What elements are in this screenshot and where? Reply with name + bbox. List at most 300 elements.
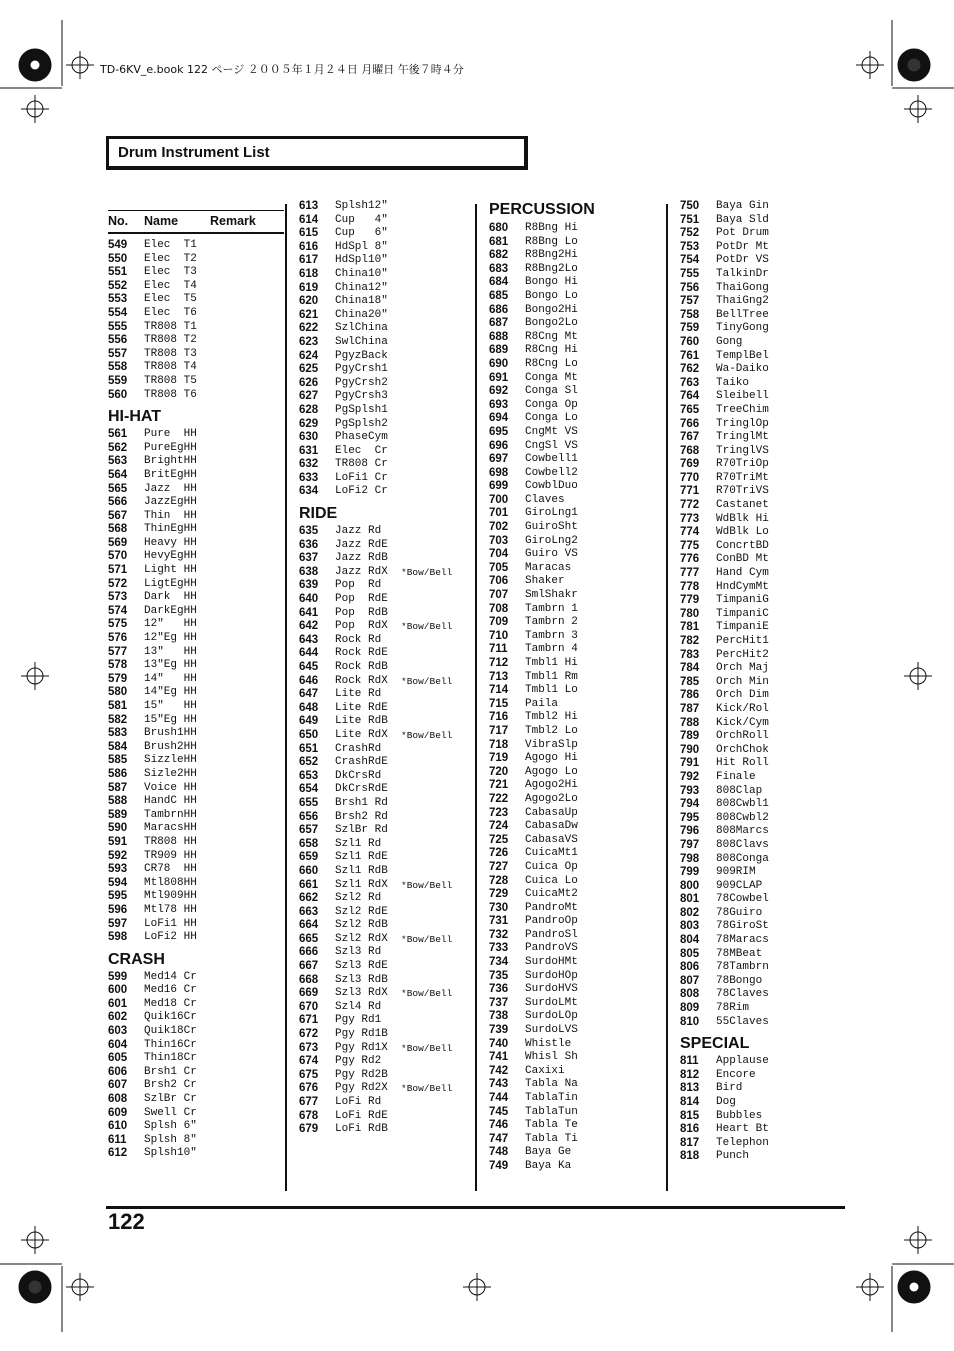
table-row (489, 1078, 661, 1092)
instrument-number: 795 (680, 811, 700, 824)
instrument-number: 746 (489, 1119, 509, 1132)
instrument-name: SmlShakr (525, 589, 578, 602)
instrument-number: 711 (489, 643, 508, 656)
instrument-number: 720 (489, 765, 509, 778)
instrument-name: Orch Dim (716, 689, 769, 702)
instrument-name: 808Cwbl1 (716, 798, 769, 811)
table-row (108, 1066, 278, 1080)
instrument-name: ThaiGong (716, 281, 769, 294)
table-row (299, 566, 471, 580)
instrument-group (299, 499, 471, 1137)
instrument-name: Elec T2 (144, 252, 197, 265)
instrument-number: 787 (680, 702, 700, 715)
table-row (108, 809, 278, 823)
instrument-number: 712 (489, 657, 509, 669)
table-row (108, 618, 278, 632)
instrument-name: Jazz RdB (335, 552, 388, 565)
instrument-name: BritEgHH (144, 468, 197, 481)
instrument-name: TR808 HH (144, 835, 197, 848)
table-row (680, 567, 850, 581)
table-row (108, 700, 278, 714)
instrument-number: 714 (489, 684, 509, 697)
instrument-number: 713 (489, 670, 509, 683)
instrument-name: TringlMt (716, 431, 769, 444)
table-row (489, 1051, 661, 1065)
instrument-number: 693 (489, 398, 509, 411)
instrument-number: 584 (108, 740, 128, 753)
instrument-name: Cowbell2 (525, 466, 578, 479)
instrument-name: Szl1 Rd (335, 837, 382, 850)
table-row (489, 1160, 661, 1174)
table-row (299, 987, 471, 1001)
table-row (299, 770, 471, 784)
instrument-number: 651 (299, 742, 319, 755)
table-row (680, 540, 850, 554)
instrument-name: Shaker (525, 575, 565, 588)
table-row (680, 309, 850, 323)
table-row (108, 483, 278, 497)
instrument-name: 78GiroSt (716, 920, 769, 933)
table-row (680, 853, 850, 867)
table-row (680, 458, 850, 472)
instrument-name: R8Bng2Hi (525, 249, 578, 262)
instrument-number: 725 (489, 833, 509, 846)
instrument-number: 557 (108, 347, 128, 360)
table-row (680, 1096, 850, 1110)
table-row (680, 907, 850, 921)
instrument-number: 687 (489, 317, 509, 330)
table-row (108, 673, 278, 687)
instrument-name: Taiko (716, 376, 750, 389)
instrument-number: 812 (680, 1068, 700, 1081)
table-row (489, 970, 661, 984)
instrument-number: 747 (489, 1132, 509, 1145)
instrument-number: 744 (489, 1092, 509, 1104)
instrument-number: 634 (299, 485, 319, 498)
instrument-name: Pop RdE (335, 593, 388, 606)
table-row (680, 948, 850, 962)
instrument-name: Tambrn 1 (525, 602, 578, 615)
table-row (489, 1038, 661, 1052)
table-row (299, 214, 471, 228)
instrument-remark: *Bow/Bell (401, 933, 453, 945)
instrument-name: Szl2 RdB (335, 919, 388, 932)
print-header: TD-6KV_e.book 122 ページ ２００５年１月２４日 月曜日 午後７時４分 (100, 63, 464, 76)
instrument-name: China18" (335, 295, 388, 308)
instrument-name: ConBD Mt (716, 553, 769, 566)
instrument-number: 598 (108, 931, 128, 944)
instrument-number: 555 (108, 320, 128, 333)
instrument-number: 717 (489, 724, 509, 737)
table-row (680, 717, 850, 731)
table-row (108, 1107, 278, 1121)
instrument-number: 793 (680, 784, 700, 797)
table-row (108, 1025, 278, 1039)
instrument-name: SzlChina (335, 322, 388, 335)
table-row (299, 254, 471, 268)
instrument-name: SwlChina (335, 335, 388, 348)
instrument-number: 685 (489, 289, 509, 302)
instrument-name: PandroVS (525, 942, 578, 955)
instrument-number: 581 (108, 700, 128, 712)
instrument-name: Agogo2Lo (525, 792, 578, 805)
instrument-number: 662 (299, 892, 319, 905)
table-row (299, 879, 471, 893)
table-row (489, 725, 661, 739)
instrument-name: Heavy HH (144, 536, 197, 549)
instrument-name: 78Maracs (716, 934, 769, 947)
instrument-number: 624 (299, 349, 319, 362)
table-row (108, 321, 278, 335)
table-row (489, 997, 661, 1011)
instrument-name: CabasaUp (525, 806, 578, 819)
table-row (680, 1150, 850, 1164)
table-row (489, 494, 661, 508)
instrument-name: Paila (525, 697, 559, 710)
instrument-name: Cup 6" (335, 227, 388, 240)
instrument-name: China12" (335, 281, 388, 294)
instrument-number: 628 (299, 403, 319, 416)
table-row (680, 961, 850, 975)
table-row (299, 620, 471, 634)
instrument-name: Maracas (525, 561, 572, 574)
instrument-name: Gong (716, 335, 743, 348)
table-row (299, 445, 471, 459)
instrument-number: 773 (680, 512, 700, 525)
instrument-name: Splsh12" (335, 200, 388, 212)
instrument-name: LoFi RdE (335, 1109, 388, 1122)
instrument-number: 678 (299, 1109, 319, 1122)
table-row (489, 467, 661, 481)
instrument-name: Cowbell1 (525, 453, 578, 466)
instrument-name: Heart Bt (716, 1123, 769, 1136)
table-row (489, 630, 661, 644)
table-row (680, 227, 850, 241)
table-row (489, 1092, 661, 1106)
instrument-number: 583 (108, 727, 128, 740)
instrument-name: 12"Eg HH (144, 632, 197, 645)
instrument-name: Hand Cym (716, 567, 769, 580)
table-row (489, 956, 661, 970)
table-row (299, 1096, 471, 1110)
instrument-name: R8Bng Lo (525, 235, 578, 248)
instrument-name: Bongo2Lo (525, 317, 578, 330)
table-row (680, 445, 850, 459)
table-row (299, 702, 471, 716)
table-row (299, 1110, 471, 1124)
table-row (680, 268, 850, 282)
instrument-number: 669 (299, 987, 319, 1000)
instrument-name: GiroLng1 (525, 507, 578, 520)
instrument-number: 674 (299, 1055, 319, 1068)
instrument-name: Lite RdX (335, 728, 388, 741)
instrument-number: 802 (680, 906, 700, 919)
table-row (680, 594, 850, 608)
instrument-name: PgSplsh2 (335, 417, 388, 430)
table-row (299, 1055, 471, 1069)
instrument-name: HdSpl 8" (335, 240, 388, 253)
instrument-number: 575 (108, 618, 128, 631)
instrument-number: 649 (299, 715, 319, 728)
instrument-number: 610 (108, 1120, 128, 1133)
instrument-number: 724 (489, 820, 509, 833)
instrument-name: Rock RdE (335, 647, 388, 660)
instrument-number: 745 (489, 1105, 509, 1118)
instrument-number: 586 (108, 767, 128, 780)
instrument-name: Sleibell (716, 390, 769, 403)
table-row (299, 960, 471, 974)
instrument-number: 623 (299, 335, 319, 348)
table-row (489, 671, 661, 685)
instrument-name: Elec T1 (144, 239, 197, 251)
instrument-name: SurdoLVS (525, 1024, 578, 1037)
table-header (108, 200, 278, 234)
table-row (489, 372, 661, 386)
instrument-number: 641 (299, 606, 319, 619)
table-row (680, 730, 850, 744)
table-row (299, 607, 471, 621)
instrument-name: Jazz HH (144, 482, 197, 495)
instrument-name: HndCymMt (716, 580, 769, 593)
table-row (680, 431, 850, 445)
instrument-name: CowblDuo (525, 480, 578, 493)
instrument-name: 78Tambrn (716, 961, 769, 974)
instrument-name: Szl4 Rd (335, 1000, 382, 1013)
instrument-number: 665 (299, 932, 319, 945)
column-divider (285, 204, 287, 1191)
instrument-number: 740 (489, 1037, 509, 1050)
table-row (680, 757, 850, 771)
instrument-number: 686 (489, 303, 509, 316)
table-row (489, 616, 661, 630)
table-row (680, 418, 850, 432)
instrument-number: 805 (680, 947, 700, 960)
table-row (299, 838, 471, 852)
column-2 (299, 200, 471, 1137)
instrument-number: 655 (299, 796, 319, 809)
instrument-number: 559 (108, 374, 128, 387)
instrument-number: 654 (299, 783, 319, 796)
table-row (299, 350, 471, 364)
instrument-name: TambrnHH (144, 808, 197, 821)
instrument-number: 772 (680, 499, 700, 512)
table-row (108, 904, 278, 918)
instrument-number: 816 (680, 1123, 700, 1136)
table-row (680, 282, 850, 296)
instrument-number: 630 (299, 431, 319, 444)
instrument-name: Elec Cr (335, 444, 388, 457)
instrument-name: Baya Ka (525, 1159, 572, 1172)
instrument-number: 599 (108, 970, 128, 983)
instrument-group (108, 239, 278, 402)
table-row (680, 1082, 850, 1096)
instrument-number: 814 (680, 1096, 700, 1108)
instrument-number: 804 (680, 934, 700, 947)
instrument-number: 809 (680, 1002, 700, 1015)
instrument-name: DkCrsRd (335, 769, 382, 782)
instrument-number: 719 (489, 752, 509, 765)
instrument-name: VibraSlp (525, 738, 578, 751)
table-row (108, 348, 278, 362)
table-row (108, 442, 278, 456)
instrument-name: HevyEgHH (144, 550, 197, 563)
instrument-name: Pop Rd (335, 579, 382, 592)
instrument-number: 774 (680, 526, 700, 539)
instrument-name: Tmbl1 Rm (525, 670, 578, 683)
instrument-number: 684 (489, 276, 509, 289)
instrument-number: 733 (489, 942, 509, 955)
table-row (108, 455, 278, 469)
instrument-name: CabasaVS (525, 833, 578, 846)
instrument-number: 708 (489, 602, 509, 615)
table-row (299, 525, 471, 539)
table-row (299, 404, 471, 418)
instrument-name: TreeChim (716, 403, 769, 416)
instrument-name: WdBlk Hi (716, 512, 769, 525)
instrument-name: Splsh 8" (144, 1133, 197, 1146)
table-row (680, 241, 850, 255)
instrument-name: PgyCrsh3 (335, 390, 388, 403)
table-row (108, 523, 278, 537)
table-row (108, 239, 278, 253)
instrument-number: 578 (108, 659, 128, 672)
instrument-number: 667 (299, 960, 319, 973)
instrument-remark: *Bow/Bell (401, 988, 453, 1000)
table-row (299, 336, 471, 350)
table-row (108, 754, 278, 768)
table-row (680, 350, 850, 364)
table-row (489, 942, 661, 956)
instrument-name: 909CLAP (716, 879, 763, 892)
table-row (680, 1137, 850, 1151)
table-row (489, 399, 661, 413)
table-row (680, 390, 850, 404)
instrument-name: Castanet (716, 499, 769, 512)
table-row (299, 729, 471, 743)
instrument-number: 734 (489, 956, 509, 969)
table-row (489, 1065, 661, 1079)
table-row (108, 850, 278, 864)
table-row (489, 453, 661, 467)
instrument-number: 635 (299, 525, 319, 538)
instrument-number: 565 (108, 482, 128, 495)
table-row (489, 1146, 661, 1160)
instrument-number: 794 (680, 798, 700, 811)
instrument-number: 758 (680, 308, 700, 321)
column-1 (108, 200, 278, 1161)
instrument-number: 682 (489, 249, 509, 262)
instrument-name: HandC HH (144, 795, 197, 808)
table-row (108, 768, 278, 782)
instrument-name: Lite Rd (335, 688, 382, 701)
instrument-number: 783 (680, 648, 700, 661)
table-row (489, 263, 661, 277)
instrument-number: 592 (108, 849, 128, 862)
table-row (489, 562, 661, 576)
instrument-name: Tabla Na (525, 1078, 578, 1091)
instrument-number: 803 (680, 920, 700, 933)
table-row (108, 659, 278, 673)
instrument-remark: *Bow/Bell (401, 675, 453, 687)
instrument-number: 650 (299, 728, 319, 741)
instrument-number: 631 (299, 444, 319, 457)
instrument-name: Tmbl1 Hi (525, 657, 578, 669)
instrument-name: Rock Rd (335, 633, 382, 646)
instrument-name: Szl3 RdB (335, 973, 388, 986)
instrument-group (299, 200, 471, 499)
table-row (489, 290, 661, 304)
instrument-number: 675 (299, 1068, 319, 1081)
instrument-number: 574 (108, 604, 128, 617)
table-row (680, 920, 850, 934)
table-row (680, 322, 850, 336)
table-row (108, 1134, 278, 1148)
instrument-number: 671 (299, 1014, 319, 1027)
table-row (108, 931, 278, 945)
table-row (108, 280, 278, 294)
instrument-name: Szl2 RdX (335, 932, 388, 945)
table-row (680, 975, 850, 989)
instrument-number: 755 (680, 267, 700, 280)
instrument-number: 558 (108, 361, 128, 374)
instrument-name: Telephon (716, 1136, 769, 1149)
instrument-number: 784 (680, 662, 700, 675)
instrument-name: Splsh10" (144, 1147, 197, 1160)
instrument-number: 679 (299, 1123, 319, 1136)
instrument-number: 796 (680, 825, 700, 838)
instrument-number: 591 (108, 835, 128, 848)
table-row (680, 703, 850, 717)
table-row (489, 902, 661, 916)
instrument-number: 658 (299, 837, 319, 850)
table-row (489, 1119, 661, 1133)
instrument-number: 645 (299, 661, 319, 673)
table-row (680, 635, 850, 649)
table-row (299, 552, 471, 566)
instrument-group (108, 945, 278, 1161)
table-row (680, 404, 850, 418)
instrument-name: Jazz RdX (335, 565, 388, 578)
table-row (299, 919, 471, 933)
instrument-number: 668 (299, 973, 319, 986)
instrument-number: 683 (489, 262, 509, 275)
instrument-name: Szl3 Rd (335, 946, 382, 959)
instrument-name: Med14 Cr (144, 970, 197, 983)
table-row (489, 766, 661, 780)
table-row (680, 377, 850, 391)
instrument-name: Bird (716, 1082, 743, 1095)
table-row (108, 293, 278, 307)
instrument-name: Splsh 6" (144, 1120, 197, 1133)
instrument-number: 786 (680, 689, 700, 702)
instrument-name: Swell Cr (144, 1106, 197, 1119)
instrument-number: 660 (299, 864, 319, 877)
instrument-number: 600 (108, 984, 128, 997)
instrument-number: 718 (489, 738, 509, 751)
table-row (299, 688, 471, 702)
instrument-number: 653 (299, 769, 319, 782)
table-row (680, 1123, 850, 1137)
instrument-name: Finale (716, 770, 756, 783)
table-row (108, 428, 278, 442)
instrument-number: 603 (108, 1025, 128, 1038)
table-row (108, 389, 278, 403)
table-row (108, 334, 278, 348)
instrument-name: Cuica Lo (525, 874, 578, 887)
instrument-name: Caxixi (525, 1064, 565, 1077)
table-row (489, 834, 661, 848)
instrument-number: 594 (108, 876, 128, 889)
